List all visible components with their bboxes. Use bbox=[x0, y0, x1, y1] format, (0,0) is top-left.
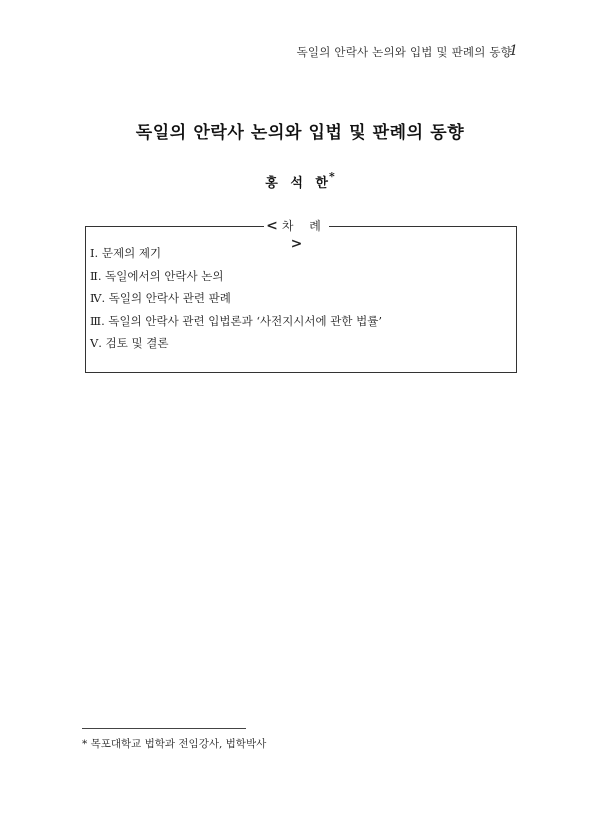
footnote: * 목포대학교 법학과 전임강사, 법학박사 bbox=[82, 738, 267, 750]
toc-item: Ⅳ. 독일의 안락사 관련 판례 bbox=[90, 291, 231, 305]
toc-top-rule-left bbox=[86, 226, 264, 227]
toc-item: Ⅱ. 독일에서의 안락사 논의 bbox=[90, 268, 224, 283]
article-title: 독일의 안락사 논의와 입법 및 판례의 동향 bbox=[135, 123, 465, 143]
running-header: 독일의 안락사 논의와 입법 및 판례의 동향 bbox=[296, 45, 512, 59]
toc-caption-text: 차 례 bbox=[281, 219, 327, 233]
toc-list bbox=[90, 242, 382, 355]
toc-caption-open: < bbox=[266, 218, 278, 234]
author-name: 홍 석 한 bbox=[265, 176, 332, 191]
author-line bbox=[0, 170, 600, 191]
toc-top-rule-right bbox=[329, 226, 516, 227]
author-footnote-mark: * bbox=[328, 170, 335, 183]
page-number: 1 bbox=[509, 43, 518, 59]
toc-item: Ⅴ. 검토 및 결론 bbox=[90, 336, 169, 350]
toc-item: Ⅰ. 문제의 제기 bbox=[90, 246, 162, 260]
footnote-rule bbox=[82, 728, 246, 729]
table-of-contents bbox=[85, 218, 517, 373]
toc-item: Ⅲ. 독일의 안락사 관련 입법론과 ‘사전지시서에 관한 법률’ bbox=[90, 313, 383, 328]
toc-caption-close: > bbox=[290, 236, 303, 252]
